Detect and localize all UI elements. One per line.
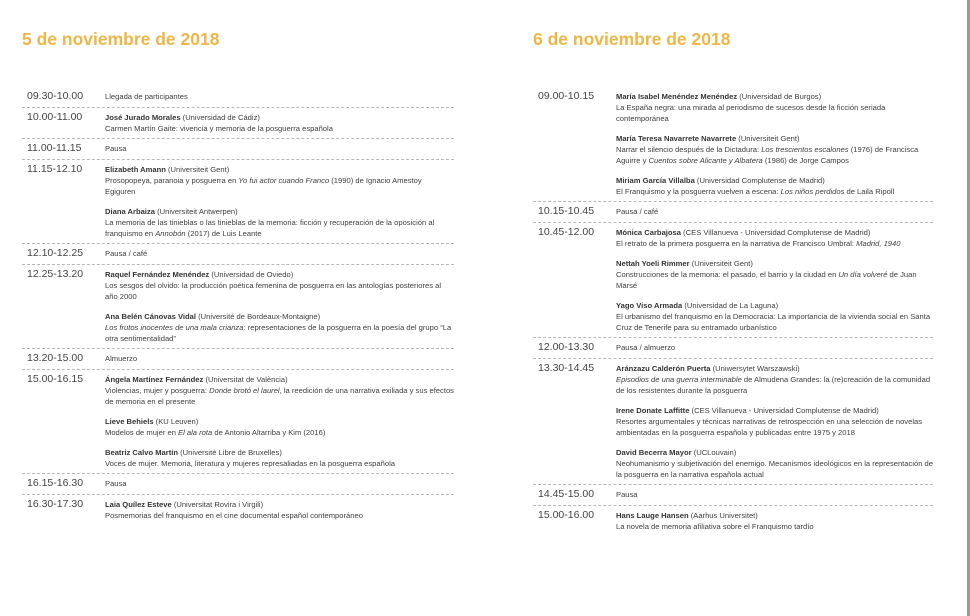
talk-title-italic-segment: Annobón	[155, 229, 186, 238]
speaker-name: Miriam García Villalba	[616, 176, 695, 185]
time-slot: 10.15-10.45	[538, 205, 595, 217]
talk-title	[616, 416, 933, 438]
speaker-affiliation: (Universiteit Antwerpen)	[157, 207, 238, 216]
time-slot: 11.15-12.10	[27, 163, 83, 175]
day-heading: 5 de noviembre de 2018	[22, 29, 220, 49]
time-slot: 12.10-12.25	[27, 247, 84, 259]
talk-title-italic-segment: Los trescientos escalones	[761, 145, 849, 154]
schedule-row-session	[22, 495, 454, 525]
slot-content	[105, 163, 454, 239]
talk-title-segment: El Franquismo y la posguerra vuelven a escena:	[616, 187, 781, 196]
talk-entry	[105, 269, 454, 302]
schedule-row-session	[533, 87, 933, 202]
break-label: Pausa / almuerzo	[616, 343, 676, 352]
talk-entry	[105, 311, 454, 344]
talk-title	[616, 311, 933, 333]
talk-title-segment: : representaciones de la posguerra en la poesía del grupo “La otra sentimentalidad”	[105, 323, 452, 343]
speaker-affiliation: (Uniwersytet Warszawski)	[712, 364, 800, 373]
talk-title	[105, 123, 454, 134]
talk-title-segment: (1986) de Jorge Campos	[762, 156, 849, 165]
slot-content	[105, 352, 454, 365]
talk-title-segment: La novela de memoria afiliativa sobre el Franquismo tardío	[616, 522, 814, 531]
schedule-row-session	[22, 265, 454, 349]
talk-entry	[616, 133, 933, 166]
talk-entry	[105, 206, 454, 239]
time-slot: 15.00-16.15	[27, 373, 84, 385]
break-label: Pausa	[105, 144, 127, 153]
slot-content	[616, 509, 933, 532]
talk-title-segment: Neohumanismo y subjetivación del enemigo. Mecanismos ideológicos en la representación de la posguerra en la narrativa española actual	[616, 459, 934, 479]
talk-title-segment: La memoria de las tinieblas o las tinieblas de la memoria: ficción y recuperación de la oposición al franquismo en	[105, 218, 435, 238]
time-slot: 12.25-13.20	[27, 268, 84, 280]
talk-entry	[616, 227, 933, 249]
talk-title	[105, 510, 454, 521]
speaker-name: Laia Quílez Esteve	[105, 500, 172, 509]
talk-title	[105, 280, 454, 302]
schedule-row-session	[533, 506, 933, 536]
talk-title-segment: , la reedición de una narrativa exiliada y sus efectos de memoria en el presente	[105, 386, 454, 406]
talk-entry	[105, 416, 454, 438]
talk-title-segment: Modelos de mujer en	[105, 428, 179, 437]
talk-title-italic-segment: Los niños perdidos	[780, 187, 845, 196]
talk-entry	[616, 91, 933, 124]
talk-title-segment: de Laila Ripoll	[844, 187, 895, 196]
talk-title	[616, 374, 933, 396]
slot-content	[105, 142, 454, 155]
day-heading: 6 de noviembre de 2018	[533, 29, 731, 49]
slot-content	[105, 90, 454, 103]
speaker-affiliation: (Universiteit Gent)	[738, 134, 800, 143]
schedule-row-break	[22, 139, 454, 160]
talk-title-segment: Carmen Martín Gaite: vivencia y memoria de la posguerra española	[105, 124, 333, 133]
break-label: Pausa / café	[105, 249, 148, 258]
speaker-affiliation: (Universidad de Oviedo)	[211, 270, 294, 279]
speaker-affiliation: (Universidad de La Laguna)	[684, 301, 779, 310]
schedule-row-break	[533, 485, 933, 506]
time-slot: 10.00-11.00	[27, 111, 83, 123]
talk-title	[105, 322, 454, 344]
time-slot: 13.30-14.45	[538, 362, 595, 374]
speaker-affiliation: (Universiteit Gent)	[168, 165, 230, 174]
talk-title-italic-segment: Donde brotó el laurel	[209, 386, 280, 395]
slot-content	[616, 341, 933, 354]
time-slot: 13.20-15.00	[27, 352, 84, 364]
time-slot: 10.45-12.00	[538, 226, 595, 238]
talk-title-segment: Construcciones de la memoria: el pasado, el barrio y la ciudad en	[616, 270, 839, 279]
talk-title-segment: (1976) de Francisca Aguirre y	[616, 145, 919, 165]
talk-entry	[105, 447, 454, 469]
schedule-table	[533, 87, 933, 536]
talk-title-segment: La España negra: una mirada al periodismo de sucesos desde la ficción seriada contemporánea	[616, 103, 886, 123]
talk-title	[616, 521, 933, 532]
talk-title-segment: de Juan Marsé	[616, 270, 917, 290]
schedule-row-break	[22, 244, 454, 265]
talk-entry	[616, 300, 933, 333]
speaker-name: Beatriz Calvo Martín	[105, 448, 179, 457]
slot-content	[616, 488, 933, 501]
talk-entry	[105, 112, 454, 134]
talk-title-segment: Narrar el silencio después de la Dictadura:	[616, 145, 762, 154]
speaker-affiliation: (Université de Bordeaux-Montaigne)	[198, 312, 321, 321]
talk-title-italic-segment: Episodios de una guerra interminable	[616, 375, 742, 384]
time-slot: 16.15-16.30	[27, 477, 84, 489]
talk-entry	[616, 175, 933, 197]
slot-content	[105, 498, 454, 521]
slot-content	[105, 111, 454, 134]
speaker-affiliation: (Aarhus Universitet)	[690, 511, 758, 520]
talk-title-italic-segment: Un día volveré	[838, 270, 888, 279]
talk-title	[616, 186, 933, 197]
speaker-name: Lieve Behiels	[105, 417, 154, 426]
talk-title	[105, 175, 454, 197]
talk-entry	[616, 510, 933, 532]
talk-entry	[616, 447, 933, 480]
schedule-row-break	[533, 338, 933, 359]
schedule-row-break	[22, 87, 454, 108]
talk-title-segment: Los sesgos del olvido: la producción poética femenina de posguerra en las antologías posteriores al año 2000	[105, 281, 442, 301]
time-slot: 15.00-16.00	[538, 509, 595, 521]
talk-title-segment: de Almudena Grandes: la (re)creación de la comunidad de los resistentes durante la posguerra	[616, 375, 931, 395]
time-slot: 09.30-10.00	[27, 90, 84, 102]
talk-entry	[105, 374, 454, 407]
speaker-name: María Teresa Navarrete Navarrete	[616, 134, 737, 143]
speaker-affiliation: (Universidad de Cádiz)	[182, 113, 260, 122]
speaker-name: Yago Viso Armada	[616, 301, 683, 310]
speaker-affiliation: (Universiteit Gent)	[691, 259, 753, 268]
speaker-name: Aránzazu Calderón Puerta	[616, 364, 711, 373]
talk-title-segment: Resortes argumentales y técnicas narrativas de retrospección en una selección de novelas ambientadas en la posguerra española y publicadas entre 1975 y 2018	[616, 417, 923, 437]
schedule-row-break	[22, 474, 454, 495]
speaker-affiliation: (CES Villanueva - Universidad Complutense de Madrid)	[691, 406, 879, 415]
talk-title-italic-segment: Los frutos inocentes de una mala crianza	[105, 323, 244, 332]
schedule-row-session	[22, 370, 454, 474]
slot-content	[616, 205, 933, 218]
talk-title-italic-segment: Madrid, 1940	[856, 239, 901, 248]
time-slot: 12.00-13.30	[538, 341, 595, 353]
speaker-name: Hans Lauge Hansen	[616, 511, 689, 520]
speaker-name: Ana Belén Cánovas Vidal	[105, 312, 197, 321]
schedule-row-session	[22, 108, 454, 139]
time-slot: 14.45-15.00	[538, 488, 595, 500]
speaker-affiliation: (Université Libre de Bruxelles)	[180, 448, 282, 457]
talk-title-segment: de Antonio Altarriba y Kim (2016)	[212, 428, 326, 437]
speaker-name: Mónica Carbajosa	[616, 228, 681, 237]
talk-title	[616, 458, 933, 480]
break-label: Almuerzo	[105, 354, 138, 363]
schedule-row-session	[533, 359, 933, 485]
talk-entry	[616, 363, 933, 396]
talk-entry	[616, 258, 933, 291]
talk-entry	[105, 499, 454, 521]
break-label: Llegada de participantes	[105, 92, 188, 101]
slot-content	[616, 362, 933, 480]
slot-content	[616, 90, 933, 197]
schedule-row-session	[22, 160, 454, 244]
talk-title	[616, 269, 933, 291]
speaker-affiliation: (Universitat de València)	[205, 375, 288, 384]
break-label: Pausa / café	[616, 207, 659, 216]
talk-title-segment: El urbanismo del franquismo en la Democracia: La importancia de la vivienda social en Santa Cruz de Tenerife para su entramado urbanístico	[616, 312, 931, 332]
talk-title	[616, 102, 933, 124]
talk-title-segment: Violencias, mujer y posguerra:	[105, 386, 210, 395]
schedule-row-break	[533, 202, 933, 223]
speaker-affiliation: (CES Villanueva - Universidad Complutense de Madrid)	[683, 228, 871, 237]
speaker-name: Ángela Martínez Fernández	[105, 375, 204, 384]
speaker-affiliation: (Universitat Rovira i Virgili)	[173, 500, 264, 509]
break-label: Pausa	[105, 479, 127, 488]
talk-title-segment: (2017) de Luis Leante	[185, 229, 262, 238]
talk-title-segment: (1990) de Ignacio Amestoy Egiguren	[105, 176, 422, 196]
speaker-name: Elizabeth Amann	[105, 165, 166, 174]
schedule-table	[22, 87, 454, 525]
time-slot: 11.00-11.15	[27, 142, 82, 154]
talk-title-italic-segment: El ala rota	[178, 428, 213, 437]
speaker-name: Raquel Fernández Menéndez	[105, 270, 210, 279]
break-label: Pausa	[616, 490, 638, 499]
schedule-row-break	[22, 349, 454, 370]
speaker-affiliation: (Universidad Complutense de Madrid)	[696, 176, 825, 185]
talk-title	[105, 458, 454, 469]
slot-content	[105, 477, 454, 490]
speaker-affiliation: (UCLouvain)	[693, 448, 737, 457]
talk-title-italic-segment: Cuentos sobre Alicante y Albatera	[648, 156, 763, 165]
time-slot: 09.00-10.15	[538, 90, 595, 102]
talk-title-italic-segment: Yo fui actor cuando Franco	[238, 176, 330, 185]
talk-title	[616, 238, 933, 249]
slot-content	[105, 373, 454, 469]
talk-title-segment: Posmemorias del franquismo en el cine documental español contemporáneo	[105, 511, 363, 520]
speaker-name: Nettah Yoeli Rimmer	[616, 259, 690, 268]
talk-title	[616, 144, 933, 166]
talk-entry	[616, 405, 933, 438]
speaker-name: María Isabel Menéndez Menéndez	[616, 92, 738, 101]
talk-title	[105, 217, 454, 239]
slot-content	[105, 247, 454, 260]
speaker-affiliation: (Universidad de Burgos)	[739, 92, 822, 101]
speaker-name: David Becerra Mayor	[616, 448, 692, 457]
slot-content	[616, 226, 933, 333]
talk-title	[105, 385, 454, 407]
talk-title-segment: Voces de mujer. Memoria, literatura y mujeres represaliadas en la posguerra española	[105, 459, 395, 468]
time-slot: 16.30-17.30	[27, 498, 84, 510]
talk-title-segment: Prosopopeya, paranoia y posguerra en	[105, 176, 239, 185]
speaker-affiliation: (KU Leuven)	[155, 417, 199, 426]
talk-title-segment: El retrato de la primera posguerra en la narrativa de Francisco Umbral:	[616, 239, 857, 248]
schedule-row-session	[533, 223, 933, 338]
talk-entry	[105, 164, 454, 197]
slot-content	[105, 268, 454, 344]
speaker-name: Diana Arbaiza	[105, 207, 155, 216]
speaker-name: José Jurado Morales	[105, 113, 181, 122]
speaker-name: Irene Donate Laffitte	[616, 406, 690, 415]
talk-title	[105, 427, 454, 438]
